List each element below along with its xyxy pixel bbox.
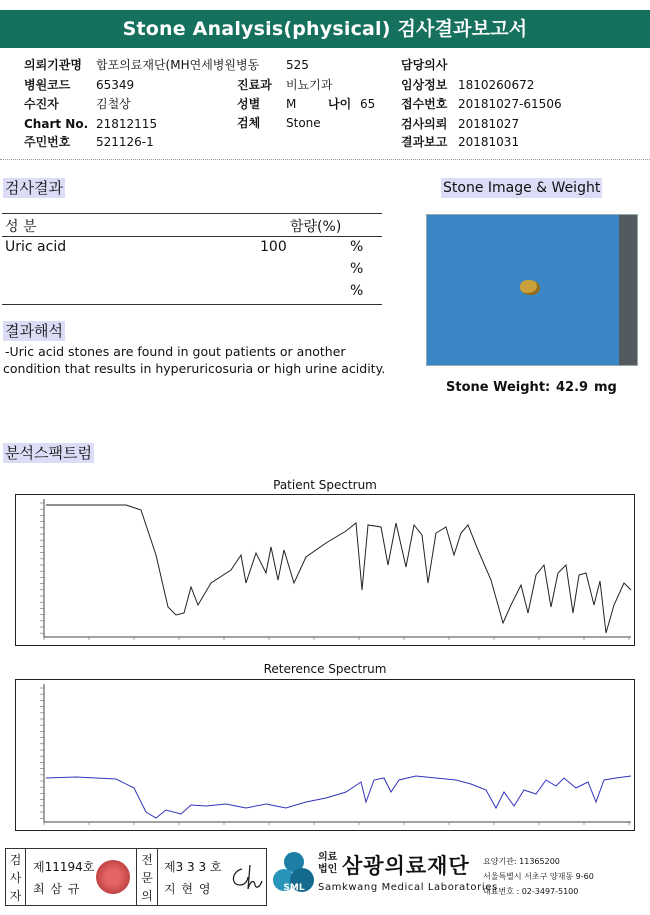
reference-spectrum-chart bbox=[15, 679, 635, 831]
info-value: 20181031 bbox=[458, 135, 520, 149]
interpretation-title: 결과해석 bbox=[5, 322, 63, 340]
component-unit: % bbox=[350, 261, 364, 277]
org-phone: 대표번호 : 02-3497-5100 bbox=[483, 887, 579, 896]
stone-weight-label: Stone Weight: bbox=[446, 380, 551, 395]
sml-logo-icon bbox=[272, 850, 316, 898]
report-title: Stone Analysis(physical) 검사결과보고서 bbox=[0, 10, 650, 48]
org-prefix: 의료 bbox=[318, 852, 338, 863]
results-title: 검사결과 bbox=[5, 179, 63, 197]
specimen-value: Stone bbox=[286, 116, 321, 130]
content-header: 함량(%) bbox=[290, 219, 342, 235]
info-label: 검사의뢰 bbox=[401, 117, 448, 131]
reference-spectrum-line bbox=[46, 776, 631, 818]
patient-spectrum-title: Patient Spectrum bbox=[273, 478, 377, 492]
specialist-name: 지 현 영 bbox=[164, 882, 212, 896]
specialist-label: 전문의 bbox=[136, 849, 158, 905]
stone-image-title: Stone Image & Weight bbox=[443, 180, 601, 196]
specialist-signature bbox=[228, 863, 264, 893]
org-name: 삼광의료재단 bbox=[342, 854, 470, 878]
org-address: 서울특별시 서초구 양재동 9-60 bbox=[483, 872, 594, 881]
stone-specimen bbox=[520, 280, 540, 295]
component-value: 100 bbox=[260, 239, 287, 255]
info-value: 20181027 bbox=[458, 117, 520, 131]
interpretation-line: condition that results in hyperuricosuria or high urine acidity. bbox=[3, 361, 386, 376]
info-label: 병원코드 bbox=[24, 78, 71, 92]
examiner-number: 제11194호 bbox=[33, 860, 95, 874]
component-unit: % bbox=[350, 283, 364, 299]
info-label: 결과보고 bbox=[401, 135, 448, 149]
component-unit: % bbox=[350, 239, 364, 255]
table-top-line bbox=[2, 213, 382, 214]
reference-spectrum-svg bbox=[16, 680, 634, 830]
info-label: 주민번호 bbox=[24, 135, 71, 149]
sex-value: M bbox=[286, 97, 297, 111]
info-value: 65349 bbox=[96, 78, 135, 92]
info-value: 20181027-61506 bbox=[458, 97, 562, 111]
interpretation-line: -Uric acid stones are found in gout patients or another bbox=[5, 344, 346, 359]
patient-info bbox=[0, 0, 650, 160]
specialist-number: 제3 3 3 호 bbox=[164, 860, 222, 874]
ward-number: 525 bbox=[286, 58, 309, 72]
examiner-seal bbox=[96, 860, 130, 894]
table-header-line bbox=[2, 236, 382, 237]
info-label: 담당의사 bbox=[401, 58, 448, 72]
org-prefix: 법인 bbox=[318, 864, 338, 875]
info-label: 수진자 bbox=[24, 97, 59, 111]
examiner-label: 검사자 bbox=[6, 849, 26, 905]
specimen-label: 검체 bbox=[237, 116, 261, 130]
component-header: 성 분 bbox=[5, 219, 37, 235]
dept-label: 진료과 bbox=[237, 78, 272, 92]
patient-spectrum-svg bbox=[16, 495, 634, 645]
stone-weight-unit: mg bbox=[594, 380, 617, 395]
examiner-name: 최 삼 규 bbox=[33, 882, 81, 896]
spectrum-section-title: 분석스팩트럼 bbox=[5, 444, 92, 462]
age-label: 나이 bbox=[328, 97, 352, 111]
info-label: 접수번호 bbox=[401, 97, 448, 111]
table-bottom-line bbox=[2, 304, 382, 305]
sml-logo-text: SML bbox=[283, 883, 305, 893]
stone-photo bbox=[426, 214, 638, 366]
reference-spectrum-title: Reterence Spectrum bbox=[263, 662, 387, 676]
info-label: 임상정보 bbox=[401, 78, 448, 92]
age-value: 65 bbox=[360, 97, 376, 111]
org-english: Samkwang Medical Laboratories bbox=[318, 882, 498, 893]
ruler-scale bbox=[619, 215, 637, 366]
patient-spectrum-line bbox=[46, 505, 631, 633]
info-label: 의뢰기관명 bbox=[24, 58, 82, 72]
org-code: 요양기관: 11365200 bbox=[483, 857, 560, 866]
info-value: 합포의료재단(MH연세병원병동 bbox=[96, 58, 260, 72]
stone-weight-value: 42.9 bbox=[556, 380, 589, 395]
sex-label: 성별 bbox=[237, 97, 261, 111]
info-label: Chart No. bbox=[24, 117, 89, 131]
component-name: Uric acid bbox=[5, 239, 67, 255]
dept-value: 비뇨기과 bbox=[286, 78, 333, 92]
section-divider bbox=[0, 159, 650, 160]
patient-spectrum-chart bbox=[15, 494, 635, 646]
info-value: 21812115 bbox=[96, 117, 158, 131]
info-value: 521126-1 bbox=[96, 135, 154, 149]
info-value: 김철상 bbox=[96, 97, 131, 111]
signature-box bbox=[5, 848, 267, 906]
info-value: 1810260672 bbox=[458, 78, 535, 92]
